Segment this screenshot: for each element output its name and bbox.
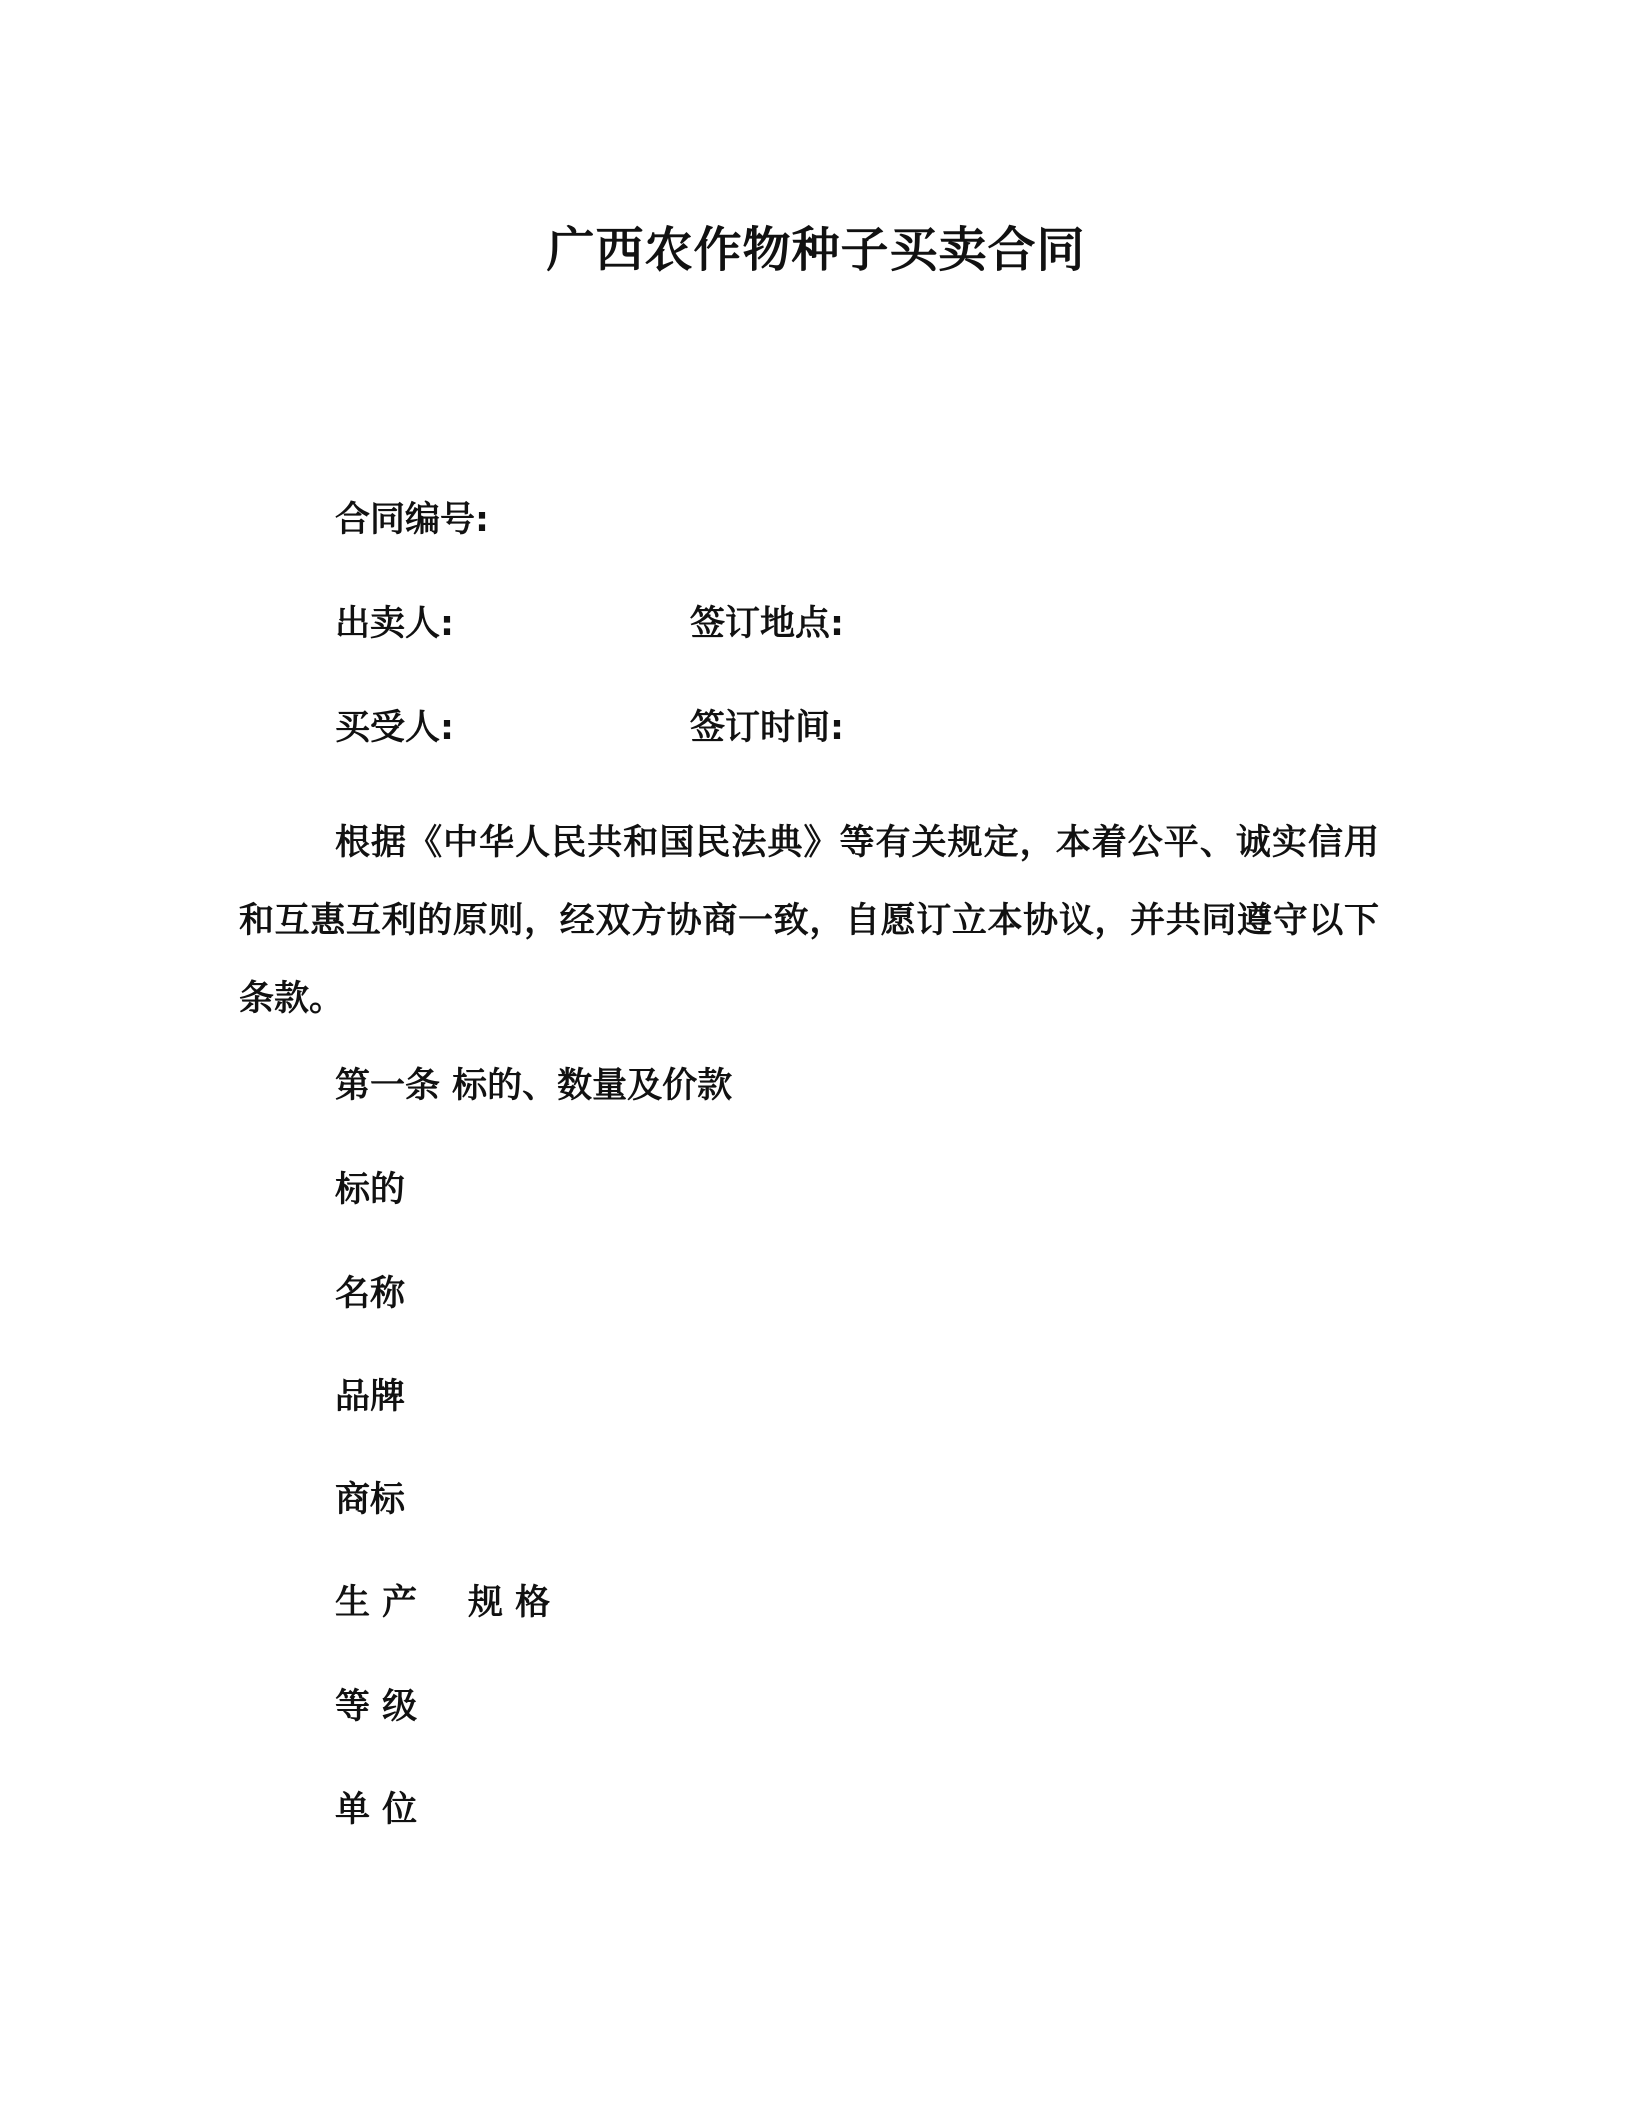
item-name: 名称 [335,1274,406,1314]
seller-label: 出卖人: [335,604,454,644]
preamble-paragraph: 根据《中华人民共和国民法典》等有关规定，本着公平、诚实信用和互惠互利的原则，经双方协商一致，自愿订立本协议，并共同遵守以下条款。 [239,823,1379,1019]
item-grade: 等 级 [335,1687,418,1727]
buyer-label: 买受人: [335,708,454,748]
sign-place-label: 签订地点: [690,604,844,644]
item-trademark: 商标 [335,1480,406,1520]
article-1-heading: 第一条 标的、数量及价款 [335,1066,733,1106]
sign-time-label: 签订时间: [690,708,844,748]
item-unit: 单 位 [335,1790,418,1830]
contract-number-label: 合同编号: [335,500,489,540]
item-subject: 标的 [335,1170,406,1210]
item-brand: 品牌 [335,1377,406,1417]
document-title: 广西农作物种子买卖合同 [546,222,1086,278]
item-spec: 规 格 [468,1583,551,1623]
item-production: 生 产 [335,1583,418,1623]
